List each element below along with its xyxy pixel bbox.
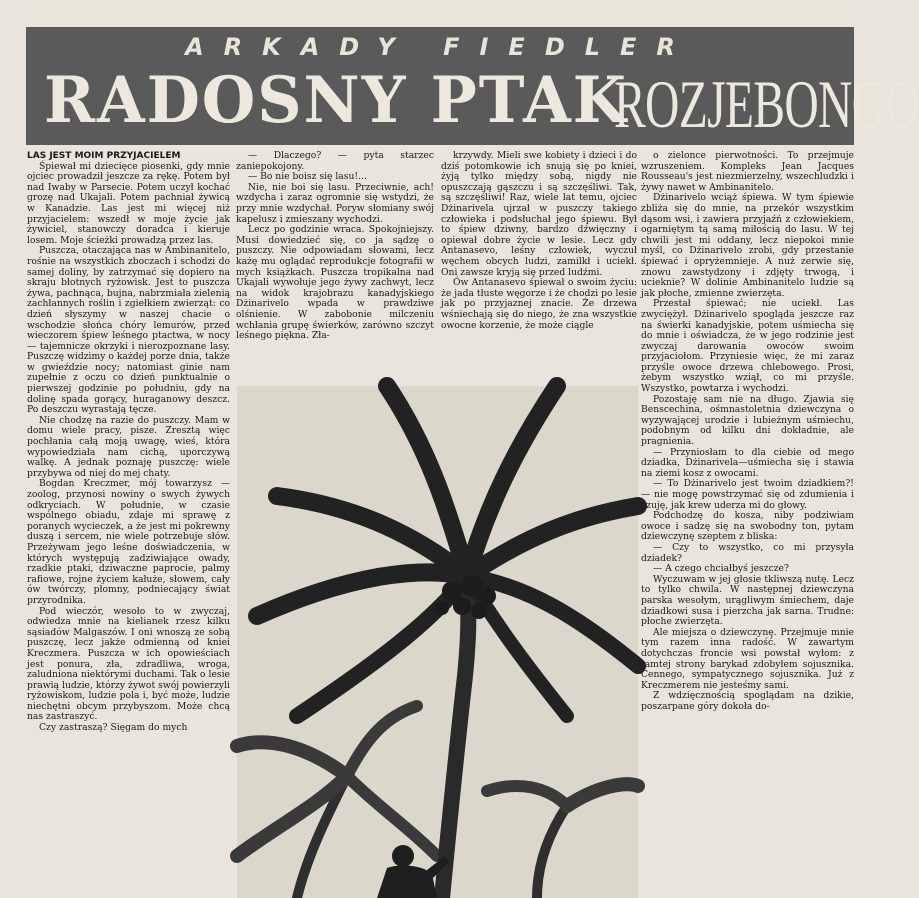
author-name: ARKADY FIEDLER <box>185 33 695 61</box>
title-bird-name: ROZJEBONGO <box>614 66 919 142</box>
paragraph: Nie chodzę na razie do puszczy. Mam w domu wiele pracy, pisze. Zresztą więc pochłania całą moją uwagę, wieś, która wypowiedziała nam cichą, uporczywą walkę. A jednak poznaję puszczę: wiele przybywa od niej do mej chaty. <box>27 414 230 479</box>
paragraph: Z wdzięcznością spoglądam na dzikie, poszarpane góry dokoła do- <box>641 690 854 712</box>
paragraph: Przestał śpiewać; nie uciekł. Las zwyciężył. Dżinarivelo spogląda jeszcze raz na świerki kanadyjskie, potem uśmiecha się do mnie i oświadcza, że w jego rodzinie jest zwyczaj darowania owoców swoim przyjaciołom. Przyniesie więc, że mi zaraz przyśle owoce drzewa chlebowego. Prosi, żebym wszystko wziął, co mi przyśle. Wszystko, powtarza i wychodzi. <box>641 298 854 395</box>
paragraph: — Bo nie boisz się lasu!... <box>248 171 367 183</box>
section-heading: LAS JEST MOIM PRZYJACIELEM <box>27 151 181 161</box>
paragraph: Śpiewał mi dziecięce piosenki, gdy mnie ojciec prowadził jeszcze za rękę. Potem był nad Iwaby w Parsecie. Potem uczył kochać grozę nad Ukajali. Potem pachniał żywicą w Kanadzie. Las jest mi więcej niż przyjacielem: wszedł w moje życie jak żywiciel, stanowczy doradca i kieruje losem. Moje ścieżki prowadzą przez las. <box>27 160 230 246</box>
paragraph: Bogdan Kreczmer, mój towarzysz — zoolog, przynosi nowiny o swych żywych odkryciach. W południe, w czasie wspólnego obiadu, zdaje mi sprawę z poranych wycieczek, a że jest mi pokrewny duszą i sercem, nie wiele potrzebuje słów. Przeżywam jego leśne doświadczenia, w których występują zadziwiające owady, rzadkie ptaki, dziwaczne paprocie, palmy rafiowe, rojne życiem kałuże, słowem, cały ów twórczy, płomny, podniecający świat przyrodnika. <box>27 478 230 606</box>
paragraph: Pod wieczór, wesoło to w zwyczaj, odwiedza mnie na kielianek rzesz kilku sąsiadów Malgaszów. I oni wnoszą ze sobą puszczę, lecz jakże odmienną od kniei Kreczmera. Puszcza w ich opowieściach jest ponura, zła, zdradliwa, wroga, zaludniona niektórymi duchami. Tak o lesie prawią ludzie, którzy żywot swój powierzyli ryżowiskom, ludzie pola i, być może, ludzie niechętni obcym przybyszom. Może chcą nas zastraszyć. <box>27 605 230 723</box>
paragraph: Lecz po godzinie wraca. Spokojniejszy. Musi dowiedzieć się, co ja sądzę o puszczy. Nie odpowiadam słowami, lecz każę mu oglądać reprodukcje fotografii w mych książkach. Puszcza tropikalna nad Ukajali wywołuje jego żywy zachwyt, lecz na widok krajobrazu kanadyjskiego Dżinarivelo wpada w prawdziwe olśnienie. W zabobonie milczeniu wchłania grupę świerków, zarówno szczyt leśnego piękna. Zła- <box>236 224 434 342</box>
paragraph: — To Dżinarivelo jest twoim dziadkiem?! — nie mogę powstrzymać się od zdumienia i czuję, jak krew uderza mi do głowy. <box>641 478 854 511</box>
paragraph: Nie, nie boi się lasu. Przeciwnie, ach! wzdycha i zaraz ogromnie się wstydzi, że przy mnie wzdychał. Poryw słomiany swój kapelusz i zmieszany wychodzi. <box>236 181 434 225</box>
paragraph: Czy zastraszą? Sięgam do mych <box>39 722 188 734</box>
paragraph: o zielonce pierwotności. To przejmuje wzruszeniem. Kompleks Jean Jacques Rousseau's jest niezmierzelny, wszechludzki i żywy nawet w Ambinanitelo. <box>641 150 854 193</box>
text-column-3 <box>441 151 637 381</box>
paragraph: Dżinarivelo wciąż śpiewa. W tym śpiewie zbliża się do mnie, na przekór wszystkim dąsom wsi, i zawiera przyjaźń z człowiekiem, ogarniętym tą samą miłością do lasu. W tej chwili jest mi oddany, lecz niepokoi mnie myśl, co Dżinarivelo zrobi, gdy przestanie śpiewać i opryżemnieje. A nuż zerwie się, znowu zawstydzony i zdjęty trwogą, i ucieknie? W dolinie Ambinanitelo ludzie są jak płoche, zmienne zwierzęta. <box>641 192 854 299</box>
paragraph: — A czego chciałbyś jeszcze? <box>653 563 789 575</box>
palm-tree-photo <box>237 386 638 898</box>
paragraph: krzywdy. Mieli swe kobiety i dzieci i do dziś potomkowie ich snują się po kniei, żyją tylko między sobą, nigdy nie opuszczają gąszczu i są szczęśliwi. Tak, są szczęśliwi! Raz, wiele lat temu, ojciec Dżinarivela ujrzał w puszczy takiego człowieka i podsłuchał jego śpiewu. Był to śpiew dziwny, bardzo dźwięczny i opiewał dobre życie w lesie. Lecz gdy Antanasevo, leśny człowiek, wyczuł węchem obcych ludzi, zamilkł i uciekł. Oni zawsze kryją się przed ludźmi. <box>441 150 637 278</box>
paragraph: Ów Antanasevo śpiewał o swoim życiu: że jada tłuste węgorze i że chodzi po lesie jak po przyjaznej znacie. Że drzewa wśniechają się do niego, że zna wszystkie owocne korzenie, że może ciągle <box>441 277 637 331</box>
paragraph: Puszcza, otaczająca nas w Ambinanitelo, rośnie na wszystkich zboczach i schodzi do samej doliny, by zatrzymać się dopiero na skraju błotnych ryżowisk. Jest to puszcza żywa, pachnąca, bujna, nabrzmiała zielenią zachłannych roślin i zgiełkiem zwierząt: co dzień słyszymy w naszej chacie o wschodzie słońca chóry lemurów, przed wieczorem śpiew leśnego ptactwa, w nocy — tajemnicze okrzyki i nierozpoznane lasy. Puszczę widzimy o każdej porze dnia, także w gwieździe nocy; natomiast ginie nam zupełnie z oczu co dzień punktualnie o pierwszej godzinie po południu, gdy na dolinę spada gorący, huraganowy deszcz. Po deszczu wyrastają tęcze. <box>27 245 230 416</box>
paragraph: Wyczuwam w jej głosie tkliwszą nutę. Lecz to tylko chwila. W następnej dziewczyna parska wesołym, urągliwym śmiechem, daje dziadkowi susa i pierzcha jak sarna. Trudne: płoche zwierzęta. <box>641 573 854 628</box>
title-main: RADOSNY PTAK <box>44 63 628 138</box>
paragraph: Podchodzę do kosza, niby podziwiam owoce i sadzę się na swobodny ton, pytam dziewczynę szeptem z bliska: <box>641 510 854 543</box>
paragraph: Ale miejsza o dziewczynę. Przejmuje mnie tym razem inna radość. W zawartym dotychczas froncie wsi powstał wyłom: z tamtej strony barykad zdobyłem sojusznika. Cennego, sympatycznego sojusznika. Już z Kreczmerem nie jesteśmy sami. <box>641 626 854 691</box>
text-column-2 <box>236 151 434 381</box>
paragraph: — Czy to wszystko, co mi przysyła dziadek? <box>641 541 854 564</box>
text-column-1 <box>27 151 230 898</box>
paragraph: Pozostaję sam nie na długo. Zjawia się Benscechina, ośmnastoletnia dziewczyna o wyzywającej urodzie i lubieżnym uśmiechu, podobnym od kilku dni dokładnie, ale pragnienia. <box>641 393 854 448</box>
article-header <box>26 27 919 145</box>
paragraph: — Dlaczego? — pyta starzec zaniepokojony. <box>236 150 434 172</box>
paragraph: — Przyniosłam to dla ciebie od mego dziadka, Dżinarivela—uśmiecha się i stawia na ziemi kosz z owocami. <box>641 446 854 479</box>
text-column-4 <box>641 151 854 898</box>
